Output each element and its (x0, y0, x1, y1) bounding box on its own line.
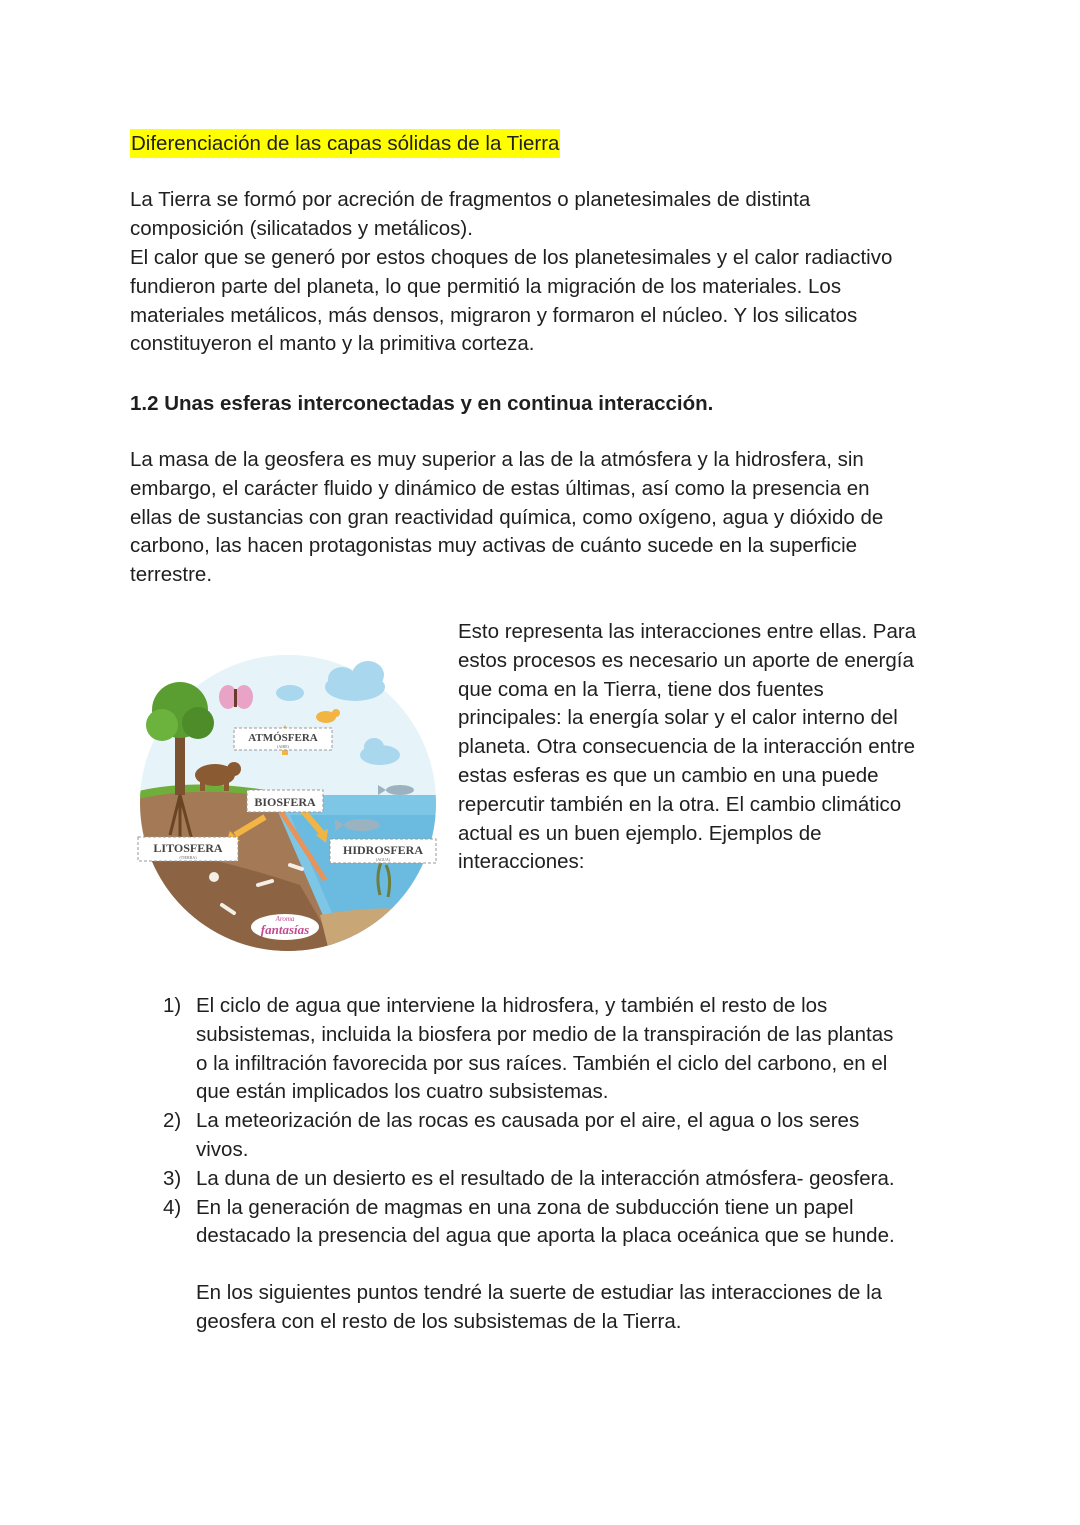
examples-list (163, 992, 963, 1251)
label-litosfera: LITOSFERA (153, 841, 223, 855)
text-line: terrestre. (130, 563, 213, 587)
text-line: fundieron parte del planeta, lo que permitió la migración de los materiales. Los (130, 274, 842, 298)
text-line: destacado la presencia del agua que aporta la placa oceánica que se hunde. (196, 1224, 895, 1248)
paragraph-closing (196, 1279, 1026, 1337)
paragraph-differentiation (130, 244, 960, 359)
list-number: 2) (163, 1109, 182, 1133)
text-line: embargo, el carácter fluido y dinámico de estas últimas, así como la presencia en (130, 476, 870, 500)
text-line: En los siguientes puntos tendré la suerte de estudiar las interacciones de la (196, 1281, 883, 1304)
text-line: geosfera con el resto de los subsistemas de la Tierra. (196, 1309, 682, 1333)
paragraph-formation (130, 186, 960, 244)
logo-top-text: Aroma (275, 915, 295, 923)
text-line: materiales metálicos, más densos, migraron y formaron el núcleo. Y los silicatos (130, 303, 858, 327)
label-biosfera: BIOSFERA (254, 795, 316, 809)
text-line: que coma en la Tierra, tiene dos fuentes (458, 677, 824, 701)
text-line: constituyeron el manto y la primitiva corteza. (130, 332, 535, 356)
text-line: carbono, las hacen protagonistas muy activas de cuánto sucede en la superficie (130, 534, 858, 558)
logo-text: fantasías (260, 922, 310, 937)
text-line: El ciclo de agua que interviene la hidrosfera, y también el resto de los (196, 994, 828, 1017)
list-item (163, 1165, 963, 1194)
text-line: vivos. (196, 1137, 249, 1161)
text-line: El calor que se generó por estos choques de los planetesimales y el calor radiactivo (130, 246, 893, 269)
text-line: actual es un buen ejemplo. Ejemplos de (458, 821, 822, 845)
list-number: 3) (163, 1166, 182, 1190)
cloud-icon (276, 685, 304, 701)
text-line: interacciones: (458, 850, 585, 874)
list-number: 4) (163, 1195, 182, 1219)
section-heading: 1.2 Unas esferas interconectadas y en continua interacción. (130, 392, 714, 415)
text-line: La masa de la geosfera es muy superior a las de la atmósfera y la hidrosfera, sin (130, 448, 864, 471)
label-hidrosfera: HIDROSFERA (342, 843, 424, 857)
text-line: estas esferas es que un cambio en una puede (458, 763, 879, 787)
text-line: La duna de un desierto es el resultado de la interacción atmósfera- geosfera. (196, 1166, 895, 1190)
text-line: que están implicados los cuatro subsistemas. (196, 1080, 609, 1104)
text-line: En la generación de magmas en una zona de subducción tiene un papel (196, 1195, 854, 1219)
text-line: estos procesos es necesario un aporte de energía (458, 648, 914, 672)
list-item (163, 1107, 963, 1165)
list-item (163, 992, 963, 1107)
list-item (163, 1194, 963, 1252)
text-line: repercutir también en la otra. El cambio climático (458, 792, 902, 816)
earth-spheres-diagram (130, 655, 440, 955)
text-line: composición (silicatados y metálicos). (130, 216, 473, 240)
label-litosfera-sub: (TIERRA) (179, 855, 197, 860)
text-line: principales: la energía solar y el calor interno del (458, 706, 898, 730)
text-line: o la infiltración favorecida por sus raíces. También el ciclo del carbono, en el (196, 1051, 888, 1075)
label-atmosfera: ATMÓSFERA (248, 732, 318, 744)
text-line: La meteorización de las rocas es causada por el aire, el agua o los seres (196, 1109, 860, 1133)
text-line: planeta. Otra consecuencia de la interacción entre (458, 735, 915, 759)
label-hidrosfera-sub: (AGUA) (375, 857, 391, 862)
text-line: ellas de sustancias con gran reactividad química, como oxígeno, agua y dióxido de (130, 505, 884, 529)
skull-icon (209, 872, 219, 882)
paragraph-geosphere-mass (130, 446, 960, 590)
text-line: La Tierra se formó por acreción de fragmentos o planetesimales de distinta (130, 188, 811, 211)
list-number: 1) (163, 994, 182, 1017)
page-title: Diferenciación de las capas sólidas de la Tierra (130, 129, 560, 158)
label-atmosfera-sub: (AIRE) (277, 744, 289, 749)
paragraph-interactions (458, 618, 958, 877)
text-line: subsistemas, incluida la biosfera por medio de la transpiración de las plantas (196, 1022, 894, 1046)
text-line: Esto representa las interacciones entre ellas. Para (458, 620, 917, 643)
